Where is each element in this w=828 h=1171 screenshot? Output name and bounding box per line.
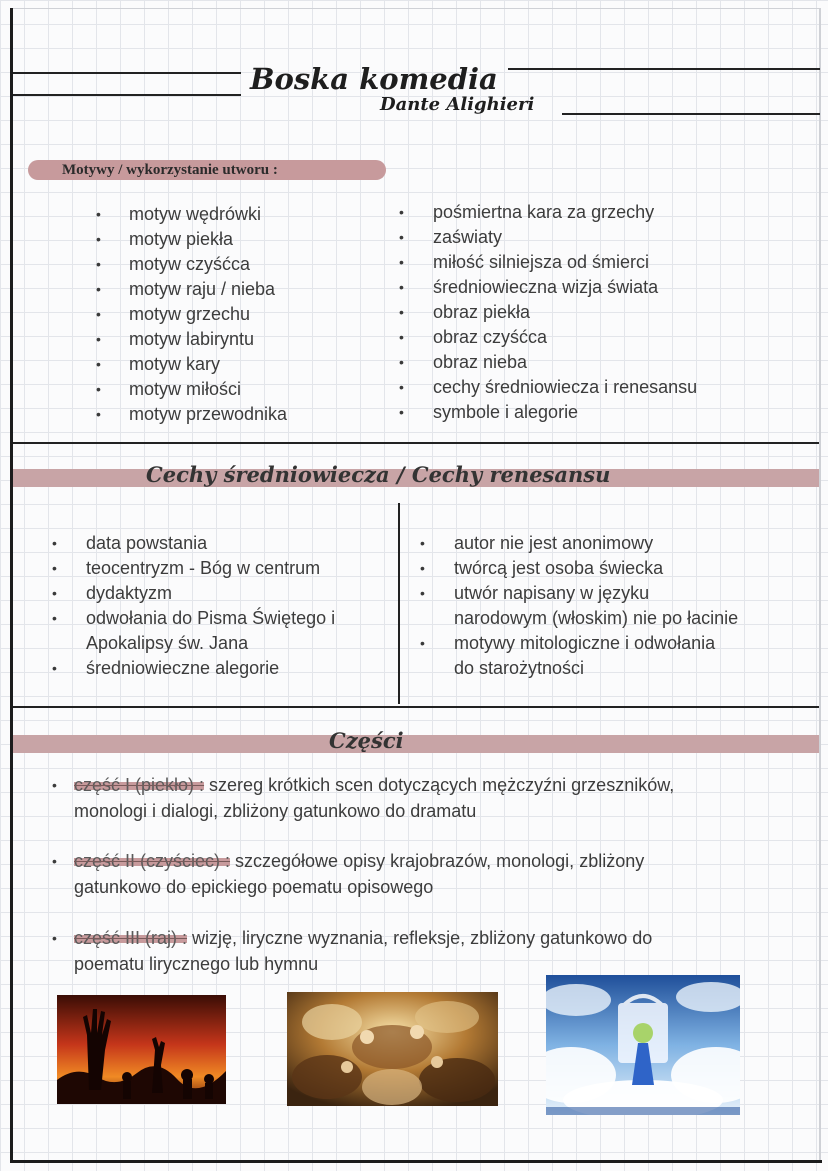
title-rule-left-top	[13, 72, 241, 74]
section-divider	[13, 442, 819, 444]
page-border-right	[819, 8, 821, 1163]
list-item: • symbole i alegorie	[399, 402, 579, 422]
page-author: Dante Alighieri	[380, 94, 535, 115]
part-label: część III (raj) :	[74, 928, 188, 948]
list-item: • utwór napisany w języku narodowym (włoskim) nie po łacinie	[420, 583, 739, 628]
title-rule-left-bottom	[13, 94, 241, 96]
features-heading: Cechy średniowiecza / Cechy renesansu	[146, 462, 611, 487]
list-item: • miłość silniejsza od śmierci	[399, 252, 650, 272]
list-item: • motyw czyśćca	[96, 254, 251, 274]
list-item: • średniowieczna wizja świata	[399, 277, 659, 297]
renaissance-features-list	[420, 531, 738, 681]
list-item: • autor nie jest anonimowy	[420, 533, 654, 553]
part-item: • część II (czyściec) : szczegółowe opisy krajobrazów, monologi, zbliżony gatunkowo do epickiego poematu opisowego	[52, 851, 645, 897]
list-item: • średniowieczne alegorie	[52, 658, 280, 678]
list-item: • motyw labiryntu	[96, 329, 255, 349]
section-divider	[13, 706, 819, 708]
features-column-divider	[398, 503, 400, 704]
list-item: • motyw miłości	[96, 379, 242, 399]
parts-band	[13, 735, 819, 753]
heaven-image	[546, 975, 740, 1115]
parts-heading: Części	[329, 728, 404, 753]
list-item: • motyw przewodnika	[96, 404, 288, 424]
list-item: • motyw piekła	[96, 229, 234, 249]
list-item: • motyw grzechu	[96, 304, 251, 324]
page-border-bottom	[10, 1160, 822, 1163]
part-item: • część I (piekło) : szereg krótkich scen dotyczących mężczyźni grzeszników, monologi i dialogi, zbliżony gatunkowo do dramatu	[52, 775, 675, 821]
medieval-features-list	[52, 531, 335, 681]
list-item: • motyw wędrówki	[96, 204, 262, 224]
part-label: część II (czyściec) :	[74, 851, 231, 871]
list-item: • motywy mitologiczne i odwołania do starożytności	[420, 633, 716, 678]
list-item: • data powstania	[52, 533, 208, 553]
part-item: • część III (raj) : wizję, liryczne wyznania, refleksje, zbliżony gatunkowo do poematu lirycznego lub hymnu	[52, 928, 653, 974]
list-item: • dydaktyzm	[52, 583, 173, 603]
list-item: • teocentryzm - Bóg w centrum	[52, 558, 321, 578]
motifs-left-list	[96, 202, 287, 427]
list-item: • motyw kary	[96, 354, 221, 374]
list-item: • obraz czyśćca	[399, 327, 548, 347]
hell-image	[57, 995, 226, 1104]
purgatory-image	[287, 992, 498, 1106]
page-title: Boska komedia	[250, 62, 498, 96]
list-item: • zaświaty	[399, 227, 503, 247]
list-item: • obraz piekła	[399, 302, 531, 322]
list-item: • obraz nieba	[399, 352, 528, 372]
motifs-right-list	[399, 200, 697, 425]
list-item: • twórcą jest osoba świecka	[420, 558, 664, 578]
list-item: • cechy średniowiecza i renesansu	[399, 377, 698, 397]
list-item: • pośmiertna kara za grzechy	[399, 202, 655, 222]
page-border-left	[10, 8, 13, 1163]
title-rule-right	[508, 68, 820, 70]
list-item: • odwołania do Pisma Świętego i Apokalipsy św. Jana	[52, 608, 336, 653]
list-item: • motyw raju / nieba	[96, 279, 276, 299]
motifs-heading: Motywy / wykorzystanie utworu :	[28, 160, 386, 180]
page-border-top	[10, 8, 821, 9]
author-rule-right	[562, 113, 820, 115]
part-label: część I (piekło) :	[74, 775, 205, 795]
